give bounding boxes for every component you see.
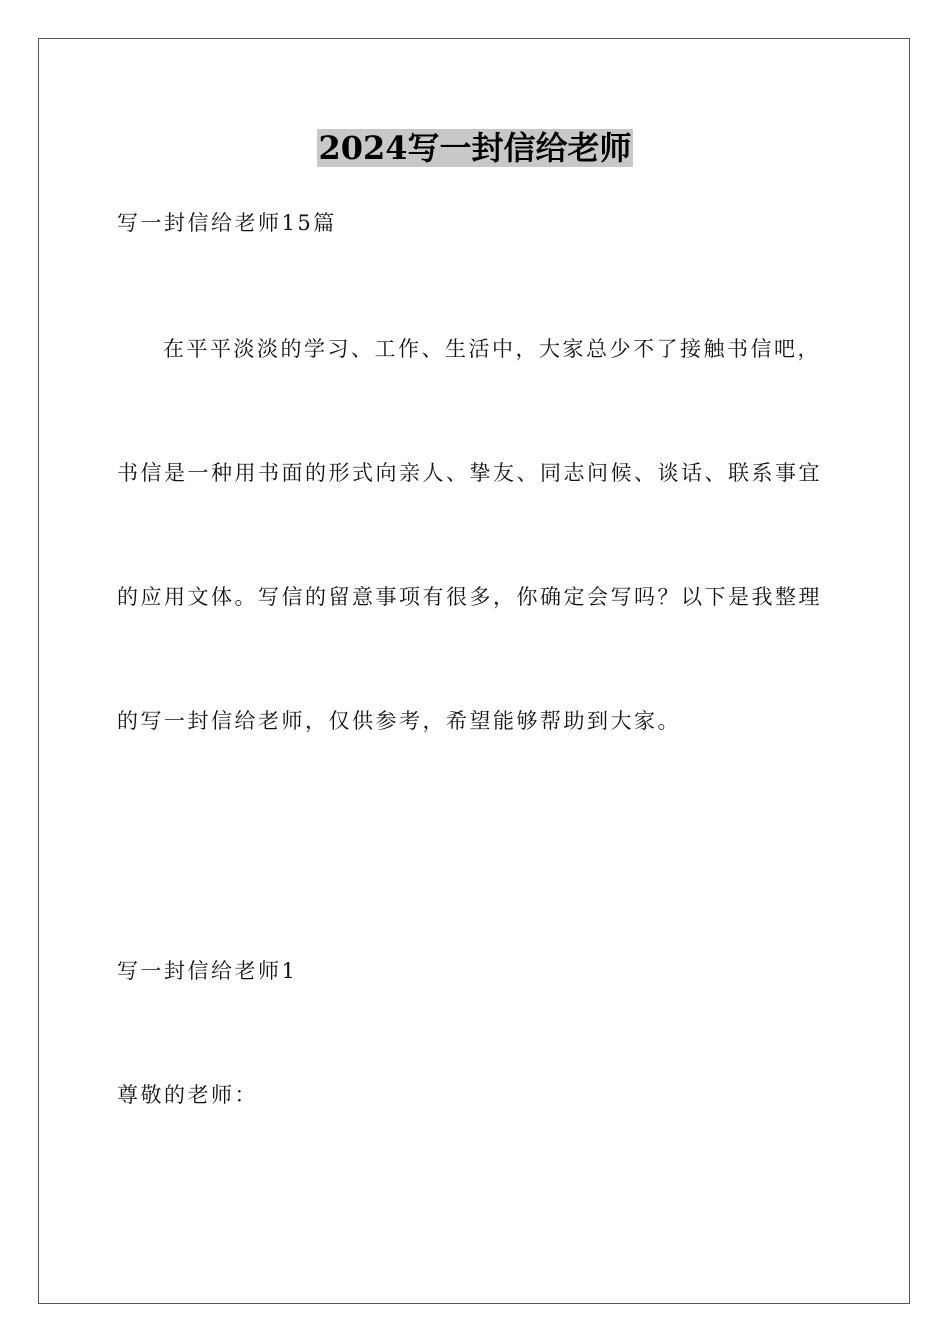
- section-heading: 写一封信给老师1: [117, 959, 298, 983]
- document-title-wrap: [0, 126, 950, 170]
- salutation: 尊敬的老师：: [117, 1083, 258, 1107]
- intro-line-3: 的应用文体。写信的留意事项有很多，你确定会写吗？以下是我整理: [117, 585, 822, 609]
- intro-line-1: 在平平淡淡的学习、工作、生活中，大家总少不了接触书信吧，: [163, 337, 821, 361]
- intro-line-2: 书信是一种用书面的形式向亲人、挚友、同志问候、谈话、联系事宜: [117, 461, 822, 485]
- document-title: 2024写一封信给老师: [318, 129, 632, 167]
- document-subtitle: 写一封信给老师15篇: [117, 211, 337, 235]
- intro-line-4: 的写一封信给老师，仅供参考，希望能够帮助到大家。: [117, 709, 681, 733]
